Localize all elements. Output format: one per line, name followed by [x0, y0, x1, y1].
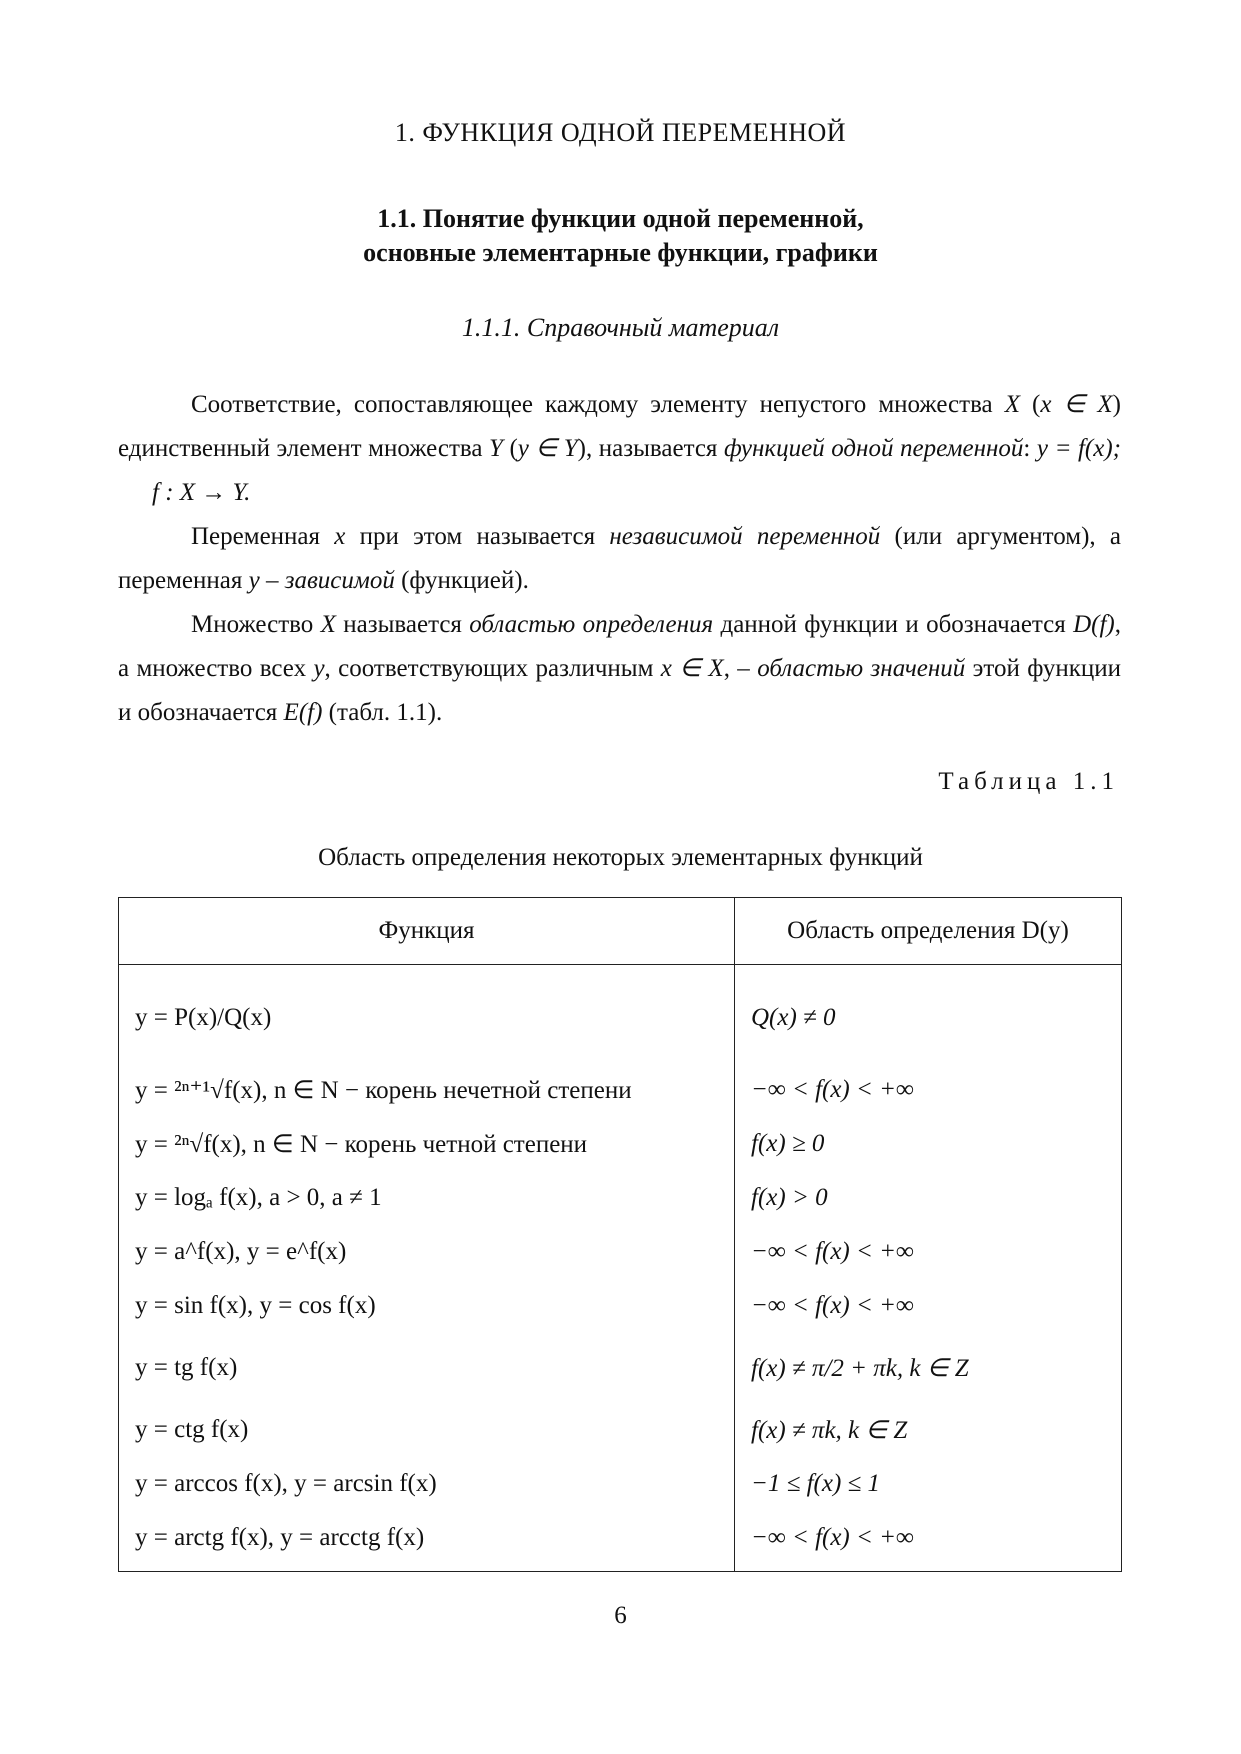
page-number: 6 [614, 1602, 627, 1629]
table-row [119, 1117, 1122, 1171]
function-cell: y = sin f(x), y = cos f(x) [119, 1279, 735, 1333]
subsection-title: 1.1.1. Справочный материал [461, 313, 780, 342]
header-domain: Область определения D(y) [735, 898, 1122, 965]
domain-table [118, 897, 1122, 1572]
function-cell: y = logₐ f(x), a > 0, a ≠ 1 [119, 1171, 735, 1225]
function-cell: y = P(x)/Q(x) [119, 965, 735, 1063]
domain-cell: −∞ < f(x) < +∞ [735, 1063, 1122, 1117]
table-row [119, 1333, 1122, 1403]
domain-cell: Q(x) ≠ 0 [735, 965, 1122, 1063]
table-row [119, 1171, 1122, 1225]
function-cell: y = ²ⁿ⁺¹√f(x), n ∈ N − корень нечетной степени [119, 1063, 735, 1117]
table-row [119, 1457, 1122, 1511]
function-cell: y = ²ⁿ√f(x), n ∈ N − корень четной степени [119, 1117, 735, 1171]
function-cell: y = a^f(x), y = e^f(x) [119, 1225, 735, 1279]
table-row [119, 1511, 1122, 1572]
domain-cell: f(x) > 0 [735, 1171, 1122, 1225]
header-function: Функция [119, 898, 735, 965]
table-row [119, 1063, 1122, 1117]
table-header [119, 898, 1122, 965]
domain-cell: −1 ≤ f(x) ≤ 1 [735, 1457, 1122, 1511]
table-row [119, 1225, 1122, 1279]
body-text [118, 383, 1121, 735]
domain-cell: f(x) ≥ 0 [735, 1117, 1122, 1171]
paragraph-domain: Множество X называется областью определения данной функции и обозначается D(f), а множество всех y, соответствующих различным x ∈ X, – областью значений этой функции и обозначается E(f) (табл. 1.1). [118, 611, 1121, 726]
table-row [119, 1403, 1122, 1457]
section-title-line-2: основные элементарные функции, графики [363, 238, 878, 267]
domain-cell: −∞ < f(x) < +∞ [735, 1225, 1122, 1279]
domain-cell: −∞ < f(x) < +∞ [735, 1279, 1122, 1333]
function-cell: y = ctg f(x) [119, 1403, 735, 1457]
domain-cell: f(x) ≠ πk, k ∈ Z [735, 1403, 1122, 1457]
chapter-title: 1. ФУНКЦИЯ ОДНОЙ ПЕРЕМЕННОЙ [394, 118, 847, 147]
paragraph-variables: Переменная x при этом называется независимой переменной (или аргументом), а переменная y – зависимой (функцией). [118, 523, 1121, 594]
function-cell: y = arccos f(x), y = arcsin f(x) [119, 1457, 735, 1511]
table-caption: Область определения некоторых элементарных функций [318, 844, 923, 871]
domain-cell: −∞ < f(x) < +∞ [735, 1511, 1122, 1572]
domain-cell: f(x) ≠ π/2 + πk, k ∈ Z [735, 1333, 1122, 1403]
table-row [119, 1279, 1122, 1333]
paragraph-definition: Соответствие, сопоставляющее каждому элементу непустого множества X (x ∈ X) единственный элемент множества Y (y ∈ Y), называется функцией одной переменной: y = f(x);f : X → Y. [118, 391, 1121, 506]
table-label: Таблица 1.1 [938, 768, 1119, 795]
table-row [119, 965, 1122, 1063]
section-title-line-1: 1.1. Понятие функции одной переменной, [377, 204, 864, 233]
function-cell: y = tg f(x) [119, 1333, 735, 1403]
function-cell: y = arctg f(x), y = arcctg f(x) [119, 1511, 735, 1572]
